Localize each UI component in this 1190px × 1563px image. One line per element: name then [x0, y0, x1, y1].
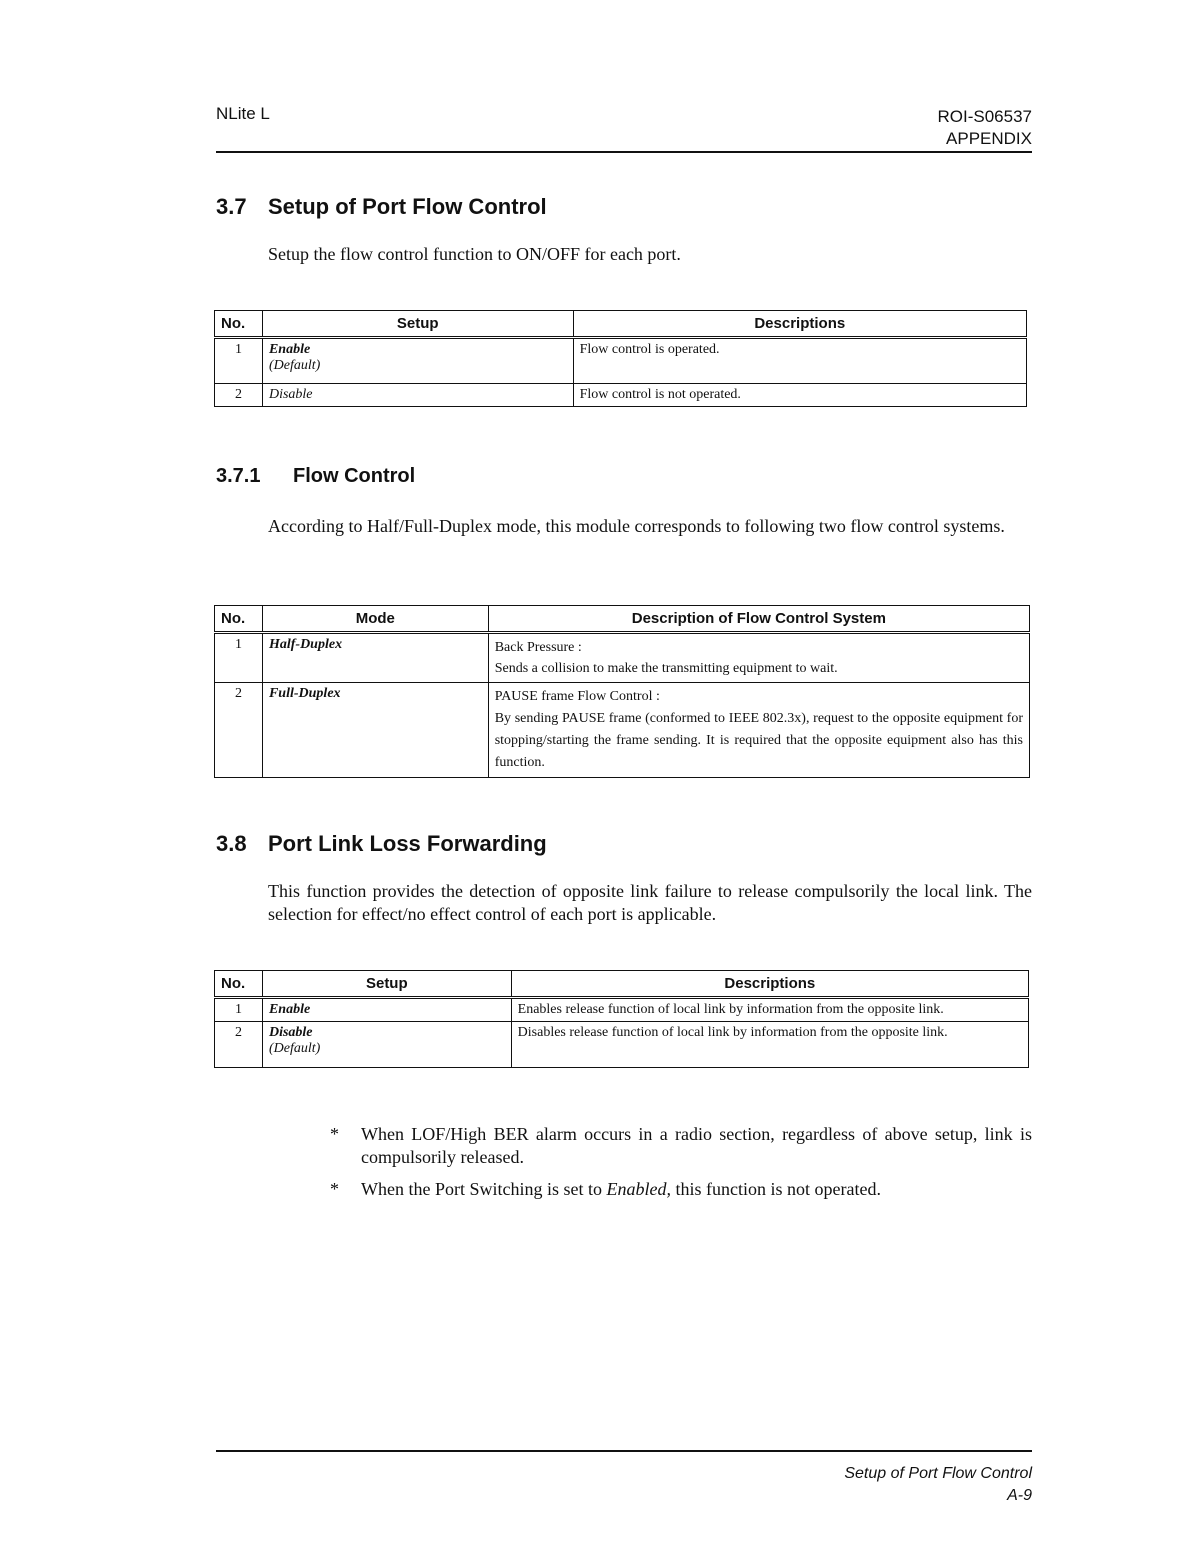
header-doc-id: ROI-S06537: [937, 107, 1032, 126]
section-3-8-intro: This function provides the detection of opposite link failure to release compulsorily the local link. The selection for effect/no effect control of each port is applicable.: [268, 881, 1032, 924]
col-header-descriptions: Descriptions: [573, 311, 1026, 338]
section-3-7-intro: Setup the flow control function to ON/OFF for each port.: [268, 244, 681, 264]
col-header-description: Description of Flow Control System: [488, 606, 1029, 633]
col-header-no: No.: [215, 971, 263, 998]
note-lof-alarm: * When LOF/High BER alarm occurs in a radio section, regardless of above setup, link is compulsorily released.: [330, 1124, 1032, 1167]
header-doc-info: [938, 106, 1033, 150]
header-rule: [216, 151, 1032, 153]
table-row: 2 Disable (Default) Disables release function of local link by information from the opposite link.: [215, 1022, 1029, 1068]
section-3-7-heading: 3.7 Setup of Port Flow Control: [216, 194, 547, 219]
col-header-setup: Setup: [262, 311, 573, 338]
col-header-descriptions: Descriptions: [511, 971, 1028, 998]
footer-rule: [216, 1450, 1032, 1452]
header-section: APPENDIX: [946, 129, 1032, 148]
col-header-no: No.: [215, 606, 263, 633]
note-port-switching: * When the Port Switching is set to Enabled, this function is not operated.: [330, 1179, 881, 1199]
section-3-7-1-heading: 3.7.1 Flow Control: [216, 465, 416, 487]
col-header-mode: Mode: [262, 606, 488, 633]
col-header-setup: Setup: [262, 971, 511, 998]
link-loss-forwarding-table: [214, 970, 1029, 1068]
header-product: NLite L: [216, 104, 270, 123]
flow-control-system-table: [214, 605, 1030, 778]
table-row: 2 Full-Duplex PAUSE frame Flow Control : By sending PAUSE frame (conformed to IEEE 802.3x), request to the opposite equipment for stopping/starting the frame sending. It is required that the opposite equipment also has this function.: [215, 683, 1030, 778]
table-row: 1 Enable (Default) Flow control is operated.: [215, 338, 1027, 384]
col-header-no: No.: [215, 311, 263, 338]
table-row: 2 Disable Flow control is not operated.: [215, 384, 1027, 407]
section-3-8-heading: 3.8 Port Link Loss Forwarding: [216, 831, 547, 856]
flow-control-setup-table: [214, 310, 1027, 407]
footer-title: Setup of Port Flow Control: [844, 1465, 1032, 1482]
table-row: 1 Enable Enables release function of local link by information from the opposite link.: [215, 998, 1029, 1022]
page-number: A-9: [1007, 1487, 1032, 1504]
section-3-7-1-intro: According to Half/Full-Duplex mode, this module corresponds to following two flow control systems.: [268, 516, 1005, 536]
table-row: 1 Half-Duplex Back Pressure : Sends a collision to make the transmitting equipment to wait.: [215, 633, 1030, 683]
